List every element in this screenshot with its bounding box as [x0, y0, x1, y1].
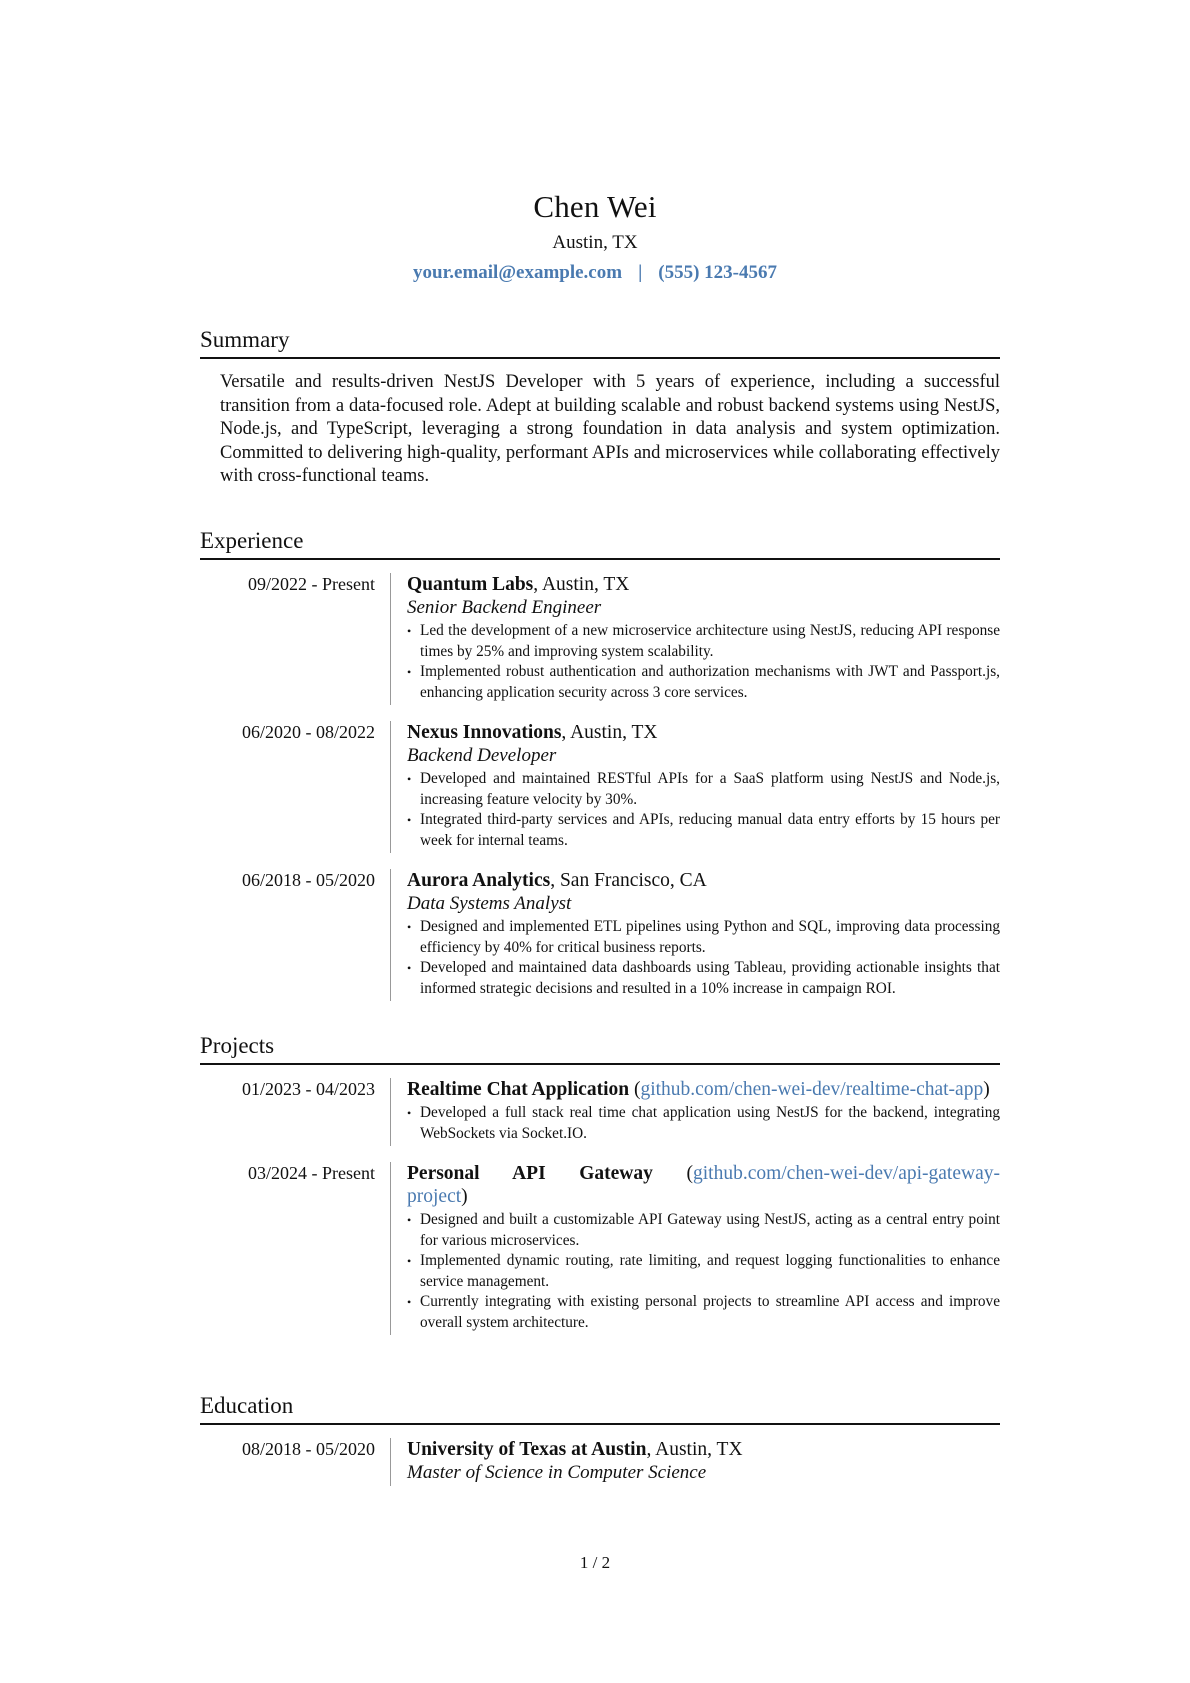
- candidate-name: Chen Wei: [533, 189, 657, 224]
- project-name: Realtime Chat Application: [407, 1079, 630, 1100]
- entry-location: , Austin, TX: [561, 722, 658, 743]
- paren-close: ): [461, 1186, 468, 1207]
- contact-separator: |: [638, 262, 643, 283]
- entry-bullets: [407, 621, 1000, 703]
- bullet-item: • Developed and maintained data dashboards using Tableau, providing actionable insights that informed strategic decisions and resulted in a 10% increase in campaign ROI.: [407, 958, 1000, 999]
- entry-date: 03/2024 - Present: [248, 1163, 375, 1183]
- entry-degree: Master of Science in Computer Science: [407, 1462, 707, 1483]
- section-title-education: Education: [200, 1392, 1000, 1425]
- project-entry: [200, 1162, 1000, 1335]
- section-title-projects: Projects: [200, 1032, 1000, 1065]
- entry-date: 09/2022 - Present: [248, 574, 375, 594]
- section-title-experience: Experience: [200, 527, 1000, 560]
- phone-link[interactable]: (555) 123-4567: [658, 262, 777, 283]
- paren-open: (: [652, 1163, 693, 1184]
- entry-org: Aurora Analytics: [407, 870, 551, 891]
- experience-entry: [200, 721, 1000, 853]
- entry-role: Senior Backend Engineer: [407, 597, 602, 618]
- bullet-item: • Implemented robust authentication and authorization mechanisms with JWT and Passport.js, enhancing application security across 3 core services.: [407, 662, 1000, 703]
- entry-org-line: [407, 573, 1000, 596]
- project-entry: [200, 1078, 1000, 1146]
- entry-body: [390, 573, 1000, 705]
- project-link[interactable]: github.com/chen-wei-dev/realtime-chat-app: [640, 1079, 984, 1100]
- experience-section: [200, 527, 1000, 1001]
- education-entry: [200, 1438, 1000, 1486]
- bullet-item: • Designed and implemented ETL pipelines using Python and SQL, improving data processing efficiency by 40% for critical business reports.: [407, 917, 1000, 958]
- bullet-item: • Implemented dynamic routing, rate limiting, and request logging functionalities to enhance service management.: [407, 1251, 1000, 1292]
- project-title-line: [407, 1078, 1000, 1101]
- entry-location: , Austin, TX: [533, 574, 630, 595]
- entry-bullets: [407, 769, 1000, 851]
- project-link[interactable]: github.com/chen-wei-dev/api-gateway-project: [407, 1163, 1000, 1207]
- project-title-line: [407, 1162, 1000, 1208]
- summary-text: Versatile and results-driven NestJS Developer with 5 years of experience, including a successful transition from a data-focused role. Adept at building scalable and robust backend systems using NestJS, Node.js, and TypeScript, leveraging a strong foundation in data analysis and system optimization. Committed to delivering high-quality, performant APIs and microservices while collaborating effectively with cross-functional teams.: [220, 372, 1000, 486]
- entry-location: , San Francisco, CA: [550, 870, 707, 891]
- experience-entry: [200, 573, 1000, 705]
- projects-section: [200, 1032, 1000, 1335]
- entry-body: [390, 721, 1000, 853]
- bullet-item: • Developed and maintained RESTful APIs for a SaaS platform using NestJS and Node.js, increasing feature velocity by 30%.: [407, 769, 1000, 810]
- entry-body: [390, 869, 1000, 1001]
- resume-header: [0, 188, 1190, 286]
- email-link[interactable]: your.email@example.com: [413, 262, 623, 283]
- experience-entry: [200, 869, 1000, 1001]
- entry-org: Quantum Labs: [407, 574, 534, 595]
- entry-body: [390, 1078, 1000, 1146]
- entry-role: Backend Developer: [407, 745, 557, 766]
- bullet-item: • Currently integrating with existing personal projects to streamline API access and improve overall system architecture.: [407, 1292, 1000, 1333]
- contact-line: [0, 260, 1190, 286]
- entry-bullets: [407, 917, 1000, 999]
- entry-body: [390, 1162, 1000, 1335]
- bullet-item: • Integrated third-party services and APIs, reducing manual data entry efforts by 15 hours per week for internal teams.: [407, 810, 1000, 851]
- education-section: [200, 1392, 1000, 1486]
- bullet-item: • Developed a full stack real time chat application using NestJS for the backend, integrating WebSockets via Socket.IO.: [407, 1103, 1000, 1144]
- paren-open: (: [629, 1079, 641, 1100]
- entry-org-line: [407, 721, 1000, 744]
- bullet-item: • Led the development of a new microservice architecture using NestJS, reducing API response times by 25% and improving system scalability.: [407, 621, 1000, 662]
- entry-role: Data Systems Analyst: [407, 893, 572, 914]
- entry-bullets: [407, 1210, 1000, 1333]
- entry-date: 01/2023 - 04/2023: [242, 1079, 375, 1099]
- candidate-location: Austin, TX: [552, 232, 638, 253]
- section-title-summary: Summary: [200, 326, 1000, 359]
- entry-org: Nexus Innovations: [407, 722, 562, 743]
- entry-date: 08/2018 - 05/2020: [242, 1439, 375, 1459]
- project-name: Personal API Gateway: [407, 1163, 653, 1184]
- entry-org-line: [407, 1438, 1000, 1461]
- bullet-item: • Designed and built a customizable API Gateway using NestJS, acting as a central entry point for various microservices.: [407, 1210, 1000, 1251]
- entry-body: [390, 1438, 1000, 1486]
- entry-org: University of Texas at Austin: [407, 1439, 647, 1460]
- page-number: 1 / 2: [579, 1553, 611, 1572]
- entry-bullets: [407, 1103, 1000, 1144]
- summary-section: [200, 326, 1000, 489]
- entry-location: , Austin, TX: [646, 1439, 743, 1460]
- entry-date: 06/2018 - 05/2020: [242, 870, 375, 890]
- entry-date: 06/2020 - 08/2022: [242, 722, 375, 742]
- entry-org-line: [407, 869, 1000, 892]
- paren-close: ): [983, 1079, 990, 1100]
